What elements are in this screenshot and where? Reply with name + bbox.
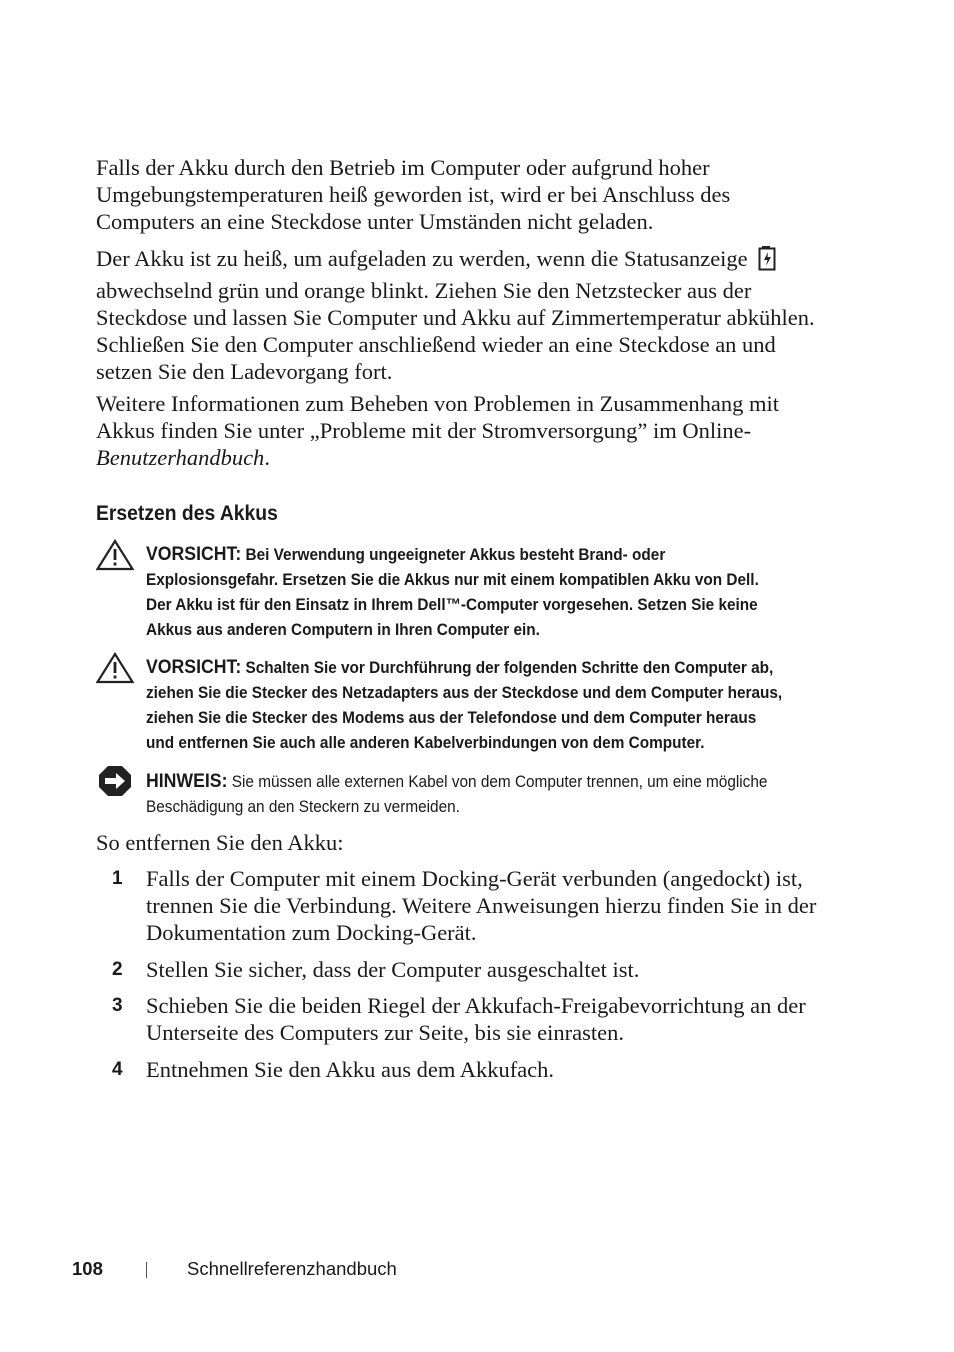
step-number: 3 (112, 995, 123, 1016)
hinweis-notice (146, 769, 788, 820)
intro-paragraph-1: Falls der Akku durch den Betrieb im Computer oder aufgrund hoher Umgebungstemperaturen heiß geworden ist, wird er bei Anschluss des Computers an eine Steckdose unter Umständen nicht geladen. (96, 155, 731, 234)
intro-paragraph-3-end: . (264, 445, 270, 470)
step-text: Entnehmen Sie den Akku aus dem Akkufach. (146, 1057, 555, 1082)
section-heading: Ersetzen des Akkus (96, 502, 278, 525)
caution-notice-1 (146, 542, 788, 643)
step-text: Schieben Sie die beiden Riegel der Akkufach-Freigabevorrichtung an der Unterseite des Computers zur Seite, bis sie einrasten. (146, 993, 806, 1045)
caution-triangle-icon (96, 652, 134, 689)
caution-notice-2 (146, 655, 788, 756)
footer-divider (146, 1262, 147, 1278)
intro-paragraph-3-text: Weitere Informationen zum Beheben von Problemen in Zusammenhang mit Akkus finden Sie unter „Probleme mit der Stromversorgung” im Online- (96, 391, 779, 443)
caution-label: VORSICHT: (146, 657, 242, 678)
step-number: 4 (112, 1059, 123, 1080)
battery-status-icon (758, 245, 778, 277)
caution-text: Schalten Sie vor Durchführung der folgenden Schritte den Computer ab, ziehen Sie die Stecker des Netzadapters aus der Steckdose und dem Computer heraus, ziehen Sie die Stecker des Modems aus der Telefondose und dem Computer heraus und entfernen Sie auch alle anderen Kabelverbindungen von dem Computer. (146, 659, 783, 752)
notice-arrow-icon (98, 765, 132, 802)
step-number: 2 (112, 959, 123, 980)
hinweis-label: HINWEIS: (146, 771, 228, 792)
intro-paragraph-2 (96, 245, 826, 385)
intro-paragraph-2-start: Der Akku ist zu heiß, um aufgeladen zu werden, wenn die Statusanzeige (96, 246, 748, 272)
intro-paragraph-3 (96, 390, 826, 471)
step-text: Falls der Computer mit einem Docking-Gerät verbunden (angedockt) ist, trennen Sie die Verbindung. Weitere Anweisungen hierzu finden Sie in der Dokumentation zum Docking-Gerät. (146, 866, 817, 945)
caution-text: Bei Verwendung ungeeigneter Akkus besteht Brand- oder Explosionsgefahr. Ersetzen Sie die Akkus nur mit einem kompatiblen Akku von Dell. Der Akku ist für den Einsatz in Ihrem Dell™-Computer vorgesehen. Setzen Sie keine Akkus aus anderen Computern in Ihren Computer ein. (146, 546, 759, 639)
intro-paragraph-2-rest: abwechselnd grün und orange blinkt. Ziehen Sie den Netzstecker aus der Steckdose und lassen Sie Computer und Akku auf Zimmertemperatur abkühlen. Schließen Sie den Computer anschließend wieder an eine Steckdose an und setzen Sie den Ladevorgang fort. (96, 278, 815, 384)
footer-title: Schnellreferenzhandbuch (187, 1258, 397, 1279)
caution-triangle-icon (96, 539, 134, 576)
step-number: 1 (112, 868, 123, 889)
procedure-intro: So entfernen Sie den Akku: (96, 830, 344, 855)
user-guide-title: Benutzerhandbuch (96, 445, 265, 470)
caution-label: VORSICHT: (146, 544, 242, 565)
step-text: Stellen Sie sicher, dass der Computer ausgeschaltet ist. (146, 957, 640, 982)
hinweis-text: Sie müssen alle externen Kabel von dem Computer trennen, um eine mögliche Beschädigung an den Steckern zu vermeiden. (146, 773, 768, 816)
page-number: 108 (72, 1258, 103, 1279)
